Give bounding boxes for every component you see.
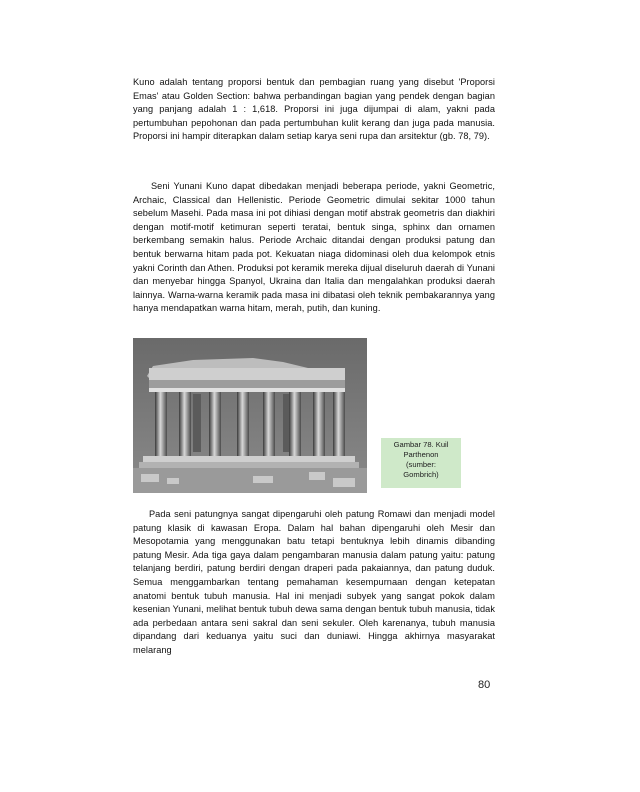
figure-caption <box>381 438 461 488</box>
caption-line-1: Gambar 78. Kuil <box>393 440 449 449</box>
caption-line-3: (sumber: <box>406 460 436 469</box>
caption-line-2: Parthenon <box>403 450 439 459</box>
paragraph-golden-section: Kuno adalah tentang proporsi bentuk dan pembagian ruang yang disebut 'Proporsi Emas' atau Golden Section: bahwa perbandingan bagian yang pendek dengan bagian yang panjang adalah 1 : 1,618. Proporsi ini juga dijumpai di alam, yakni pada pertumbuhan pepohonan dan pada pertumbuhan kulit kerang dan juga pada manusia. Proporsi ini hampir diterapkan dalam setiap karya seni rupa dan arsitektur (gb. 78, 79). <box>133 77 495 142</box>
parthenon-photo <box>133 338 367 493</box>
page-number: 80 <box>478 679 491 691</box>
paragraph-sculpture: Pada seni patungnya sangat dipengaruhi oleh patung Romawi dan menjadi model patung klasik di kawasan Eropa. Dalam hal bahan dipengaruhi oleh Mesir dan Mesopotamia yang menggunakan batu tetapi bentuknya lebih dinamis dibanding patung Mesir. Ada tiga gaya dalam pengambaran manusia dalam patung yaitu: patung telanjang berdiri, patung berdiri dengan draperi pada pakaiannya, dan patung duduk. Semua menggambarkan tentang pemahaman kesempurnaan dengan ketepatan anatomi bentuk tubuh manusia. Hal ini menjadi subyek yang sangat pokok dalam kesenian Yunani, melihat bentuk tubuh dewa sama dengan bentuk tubuh manusia, tidak ada perbedaan antara seni sakral dan seni sekuler. Oleh karenanya, tubuh manusia dipandang dari keduanya yaitu suci dan duniawi. Hingga akhirnya masyarakat melarang <box>133 509 495 655</box>
paragraph-greek-periods: Seni Yunani Kuno dapat dibedakan menjadi beberapa periode, yakni Geometric, Archaic, Classical dan Hellenistic. Periode Geometric dimulai sekitar 1000 tahun sebelum Masehi. Pada masa ini pot dihiasi dengan motif abstrak geometris dan diakhiri dengan motif-motif ketimuran seperti teratai, bentuk singa, sphinx dan ornamen berkembang semakin halus. Periode Archaic ditandai dengan produksi patung dan bentuk berwarna hitam pada pot. Kekuatan niaga didominasi oleh dua kelompok etnis yakni Corinth dan Athen. Produksi pot keramik mereka dijual diseluruh daerah di Yunani dan menyebar hingga Spanyol, Ukraina dan Italia dan mengalahkan produksi daerah lainnya. Warna-warna keramik pada masa ini dibatasi oleh teknik pembakarannya yang hanya mendapatkan warna hitam, merah, putih, dan kuning. <box>133 181 495 314</box>
caption-line-4: Gombrich) <box>403 470 439 479</box>
